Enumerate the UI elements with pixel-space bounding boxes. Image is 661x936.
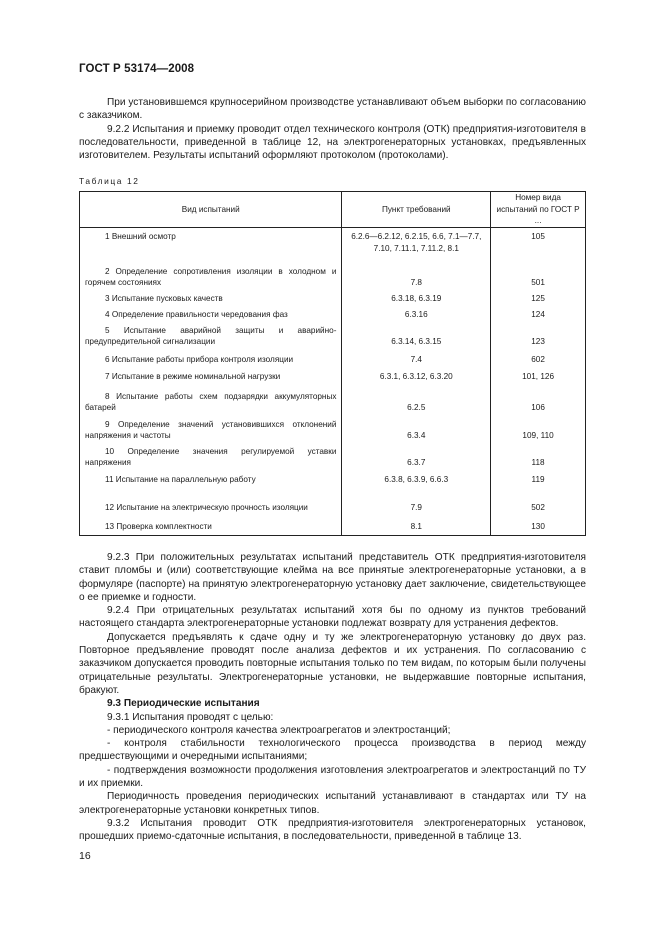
tests-table [79,191,586,536]
list-item: - контроля стабильности технологического процесса производства в период между предшествующими и очередными испытаниями; [79,738,586,763]
requirement-ref: 6.2.5 [342,386,491,417]
requirement-ref: 6.3.8, 6.3.9, 6.6.3 [342,472,491,489]
test-number: 124 [491,308,586,324]
list-item: - подтверждения возможности продолжения изготовления электроагрегатов и электростанций по ТУ и их приемки. [79,764,586,790]
requirement-ref: 6.3.4 [342,417,491,445]
table-row [80,324,586,351]
table-row [80,292,586,308]
requirement-ref: 6.3.14, 6.3.15 [342,324,491,351]
paragraph-9-3-1: 9.3.1 Испытания проводят с целью: [107,711,274,723]
requirement-ref: 6.3.1, 6.3.12, 6.3.20 [342,369,491,386]
table-row [80,417,586,445]
test-number: 123 [491,324,586,351]
table-row [80,386,586,417]
table-row [80,351,586,369]
table-row [80,308,586,324]
table-row [80,228,586,259]
test-number: 501 [491,259,586,292]
test-number: 101, 126 [491,369,586,386]
table-row [80,472,586,489]
test-number: 105 [491,228,586,259]
section-heading-9-3: 9.3 Периодические испытания [107,698,260,710]
table-row [80,259,586,292]
test-name: 13 Проверка комплектности [80,517,342,536]
paragraph-intro: При установившемся крупносерийном производстве устанавливают объем выборки по согласованию с заказчиком. [79,97,586,122]
requirement-ref: 8.1 [342,517,491,536]
paragraph-periodicity: Периодичность проведения периодических испытаний устанавливают в стандартах или ТУ на электрогенераторные установки конкретных типов. [79,791,586,816]
test-name: 5 Испытание аварийной защиты и аварийно-предупредительной сигнализации [80,324,342,351]
table-row [80,517,586,536]
table-header-row [80,192,586,228]
test-name: 8 Испытание работы схем подзарядки аккумуляторных батарей [80,386,342,417]
test-name: 9 Определение значений установившихся отклонений напряжения и частоты [80,417,342,445]
test-name: 2 Определение сопротивления изоляции в холодном и горячем состояниях [80,259,342,292]
requirement-ref: 7.8 [342,259,491,292]
test-number: 602 [491,351,586,369]
requirement-ref: 6.3.18, 6.3.19 [342,292,491,308]
requirement-ref: 6.2.6—6.2.12, 6.2.15, 6.6, 7.1—7.7, 7.10, 7.11.1, 7.11.2, 8.1 [342,228,491,259]
test-name: 11 Испытание на параллельную работу [80,472,342,489]
requirement-ref: 7.9 [342,489,491,517]
column-header: Вид испытаний [80,192,342,228]
column-header: Пункт требований [342,192,491,228]
test-name: 12 Испытание на электрическую прочность изоляции [80,489,342,517]
main-text [79,551,586,844]
test-number: 130 [491,517,586,536]
test-number: 109, 110 [491,417,586,445]
paragraph-9-2-4: 9.2.4 При отрицательных результатах испытаний хотя бы по одному из пунктов требований настоящего стандарта электрогенераторные установки подлежат возврату для устранения дефектов. [79,605,586,630]
intro-text [79,96,586,162]
table-row [80,445,586,472]
test-number: 502 [491,489,586,517]
paragraph-9-2-2: 9.2.2 Испытания и приемку проводит отдел технического контроля (ОТК) предприятия-изготовителя в последовательности, приведенной в таблице 12, на электрогенераторных установках, предъявленных изготовителем. Результаты испытаний оформляют протоколом (протоколами). [79,123,586,162]
test-name: 3 Испытание пусковых качеств [80,292,342,308]
list-item: - периодического контроля качества электроагрегатов и электростанций; [107,724,451,736]
page-number: 16 [79,850,91,862]
paragraph-9-2-3: 9.2.3 При положительных результатах испытаний представитель ОТК предприятия-изготовителя ставит пломбы и (или) соответствующие клейма на все принятые электрогенераторные установки, а в формуляре (паспорте) на принятую электрогенераторную установку дает заключение, свидетельствующее о ее приемке и годности. [79,552,586,603]
requirement-ref: 6.3.16 [342,308,491,324]
requirement-ref: 6.3.7 [342,445,491,472]
table-row [80,489,586,517]
test-name: 6 Испытание работы прибора контроля изоляции [80,351,342,369]
table-row [80,369,586,386]
test-name: 10 Определение значения регулируемой уставки напряжения [80,445,342,472]
paragraph-repeat-presentation: Допускается предъявлять к сдаче одну и ту же электрогенераторную установку до двух раз. Повторное предъявление проводят после анализа дефектов и их устранения. По согласованию с заказчиком допускается проводить повторные испытания только по тем видам, по которым были получены отрицательные результаты. Электрогенераторные установки, не выдержавшие повторные испытания, бракуют. [79,631,586,696]
table-caption: Таблица 12 [79,176,140,186]
test-name: 1 Внешний осмотр [80,228,342,259]
test-number: 119 [491,472,586,489]
test-number: 125 [491,292,586,308]
requirement-ref: 7.4 [342,351,491,369]
test-name: 7 Испытание в режиме номинальной нагрузки [80,369,342,386]
paragraph-9-3-2: 9.3.2 Испытания проводит ОТК предприятия-изготовителя электрогенераторных установок, прошедших приемо-сдаточные испытания, в последовательности, приведенной в таблице 13. [79,817,586,843]
test-name: 4 Определение правильности чередования фаз [80,308,342,324]
document-header: ГОСТ Р 53174—2008 [79,63,195,75]
test-number: 118 [491,445,586,472]
column-header: Номер вида испытаний по ГОСТ Р ... [491,192,586,228]
test-number: 106 [491,386,586,417]
